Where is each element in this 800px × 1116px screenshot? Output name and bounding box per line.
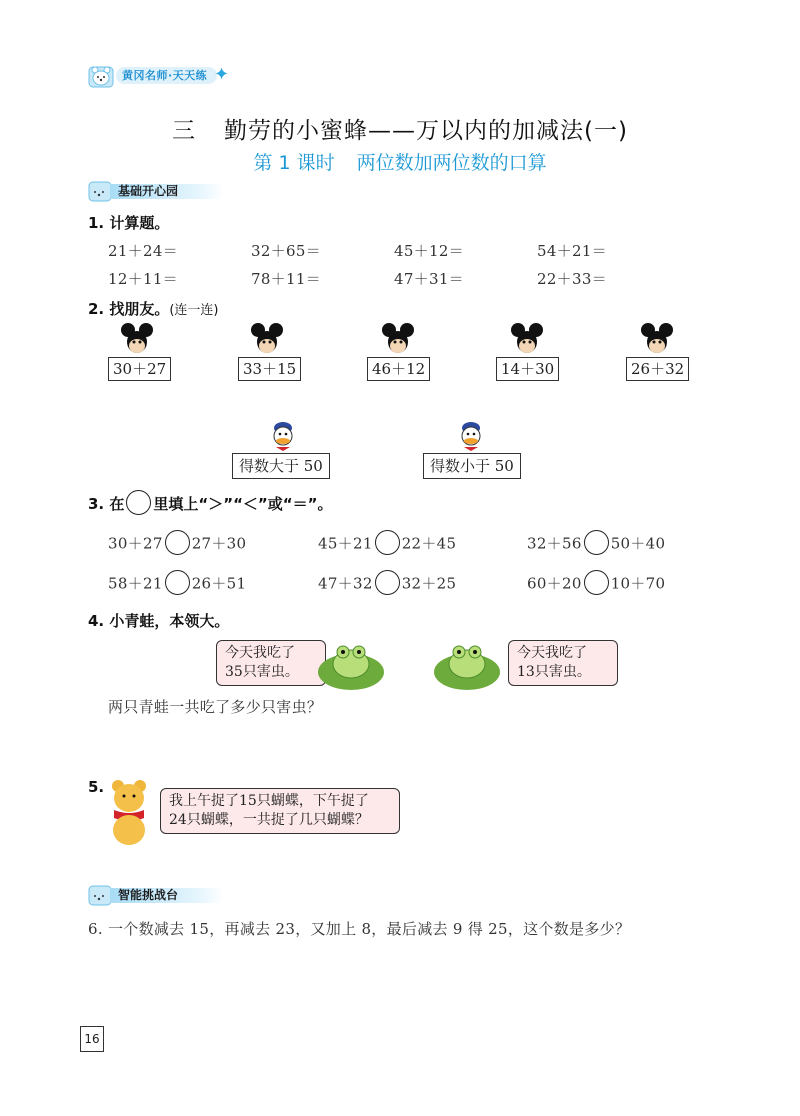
compare-item (527, 532, 665, 557)
compare-item (318, 572, 456, 597)
q1-expr: 22＋33＝ (537, 270, 607, 288)
section-challenge (88, 884, 288, 906)
answer-circle[interactable] (375, 570, 400, 595)
mouse-character-icon (640, 322, 674, 356)
compare-right: 22＋45 (401, 534, 457, 553)
mouse-character-icon (510, 322, 544, 356)
answer-circle[interactable] (375, 530, 400, 555)
q3-title-a: 3. 在 (88, 495, 125, 513)
match-expression-box[interactable]: 33＋15 (238, 357, 301, 381)
q3-title-b: 里填上“＞”“＜”或“＝”。 (153, 495, 333, 513)
q1-expr: 45＋12＝ (394, 242, 464, 260)
chapter-number: 三 (172, 118, 197, 144)
compare-right: 27＋30 (191, 534, 247, 553)
q3-title (88, 492, 333, 517)
q1-expr: 54＋21＝ (537, 242, 607, 260)
compare-left: 32＋56 (527, 534, 582, 553)
lesson-title (0, 148, 800, 175)
frog-speech-bubble (508, 640, 618, 686)
bubble-line: 我上午捉了15只蝴蝶，下午捉了 (169, 793, 369, 809)
answer-circle[interactable] (165, 570, 190, 595)
q2-title-text: 2. 找朋友。 (88, 300, 170, 318)
compare-right: 26＋51 (191, 574, 247, 593)
compare-item (108, 572, 246, 597)
q1-title: 1. 计算题。 (88, 214, 170, 232)
lesson-name: 两位数加两位数的口算 (356, 152, 547, 174)
bubble-line: 24只蝴蝶，一共捉了几只蝴蝶？ (169, 812, 369, 828)
page-number: 16 (80, 1026, 104, 1052)
circle-icon (126, 490, 151, 515)
section-challenge-label: 智能挑战台 (110, 888, 224, 903)
mouse-character-icon (381, 322, 415, 356)
bear-icon (88, 180, 112, 202)
match-expression-box[interactable]: 46＋12 (367, 357, 430, 381)
q1-expr: 32＋65＝ (251, 242, 321, 260)
match-expression-box[interactable]: 14＋30 (496, 357, 559, 381)
frog-icon (432, 636, 502, 692)
section-basic-label: 基础开心园 (110, 184, 224, 199)
match-expression-box[interactable]: 26＋32 (626, 357, 689, 381)
q1-expr: 21＋24＝ (108, 242, 178, 260)
bear-speech-bubble (160, 788, 400, 834)
brand-logo (88, 64, 248, 88)
frog-speech-bubble (216, 640, 326, 686)
compare-left: 58＋21 (108, 574, 163, 593)
answer-circle[interactable] (165, 530, 190, 555)
compare-left: 30＋27 (108, 534, 163, 553)
bubble-line: 13只害虫。 (517, 664, 591, 680)
q4-question: 两只青蛙一共吃了多少只害虫？ (108, 698, 323, 716)
frog-icon (316, 636, 386, 692)
q4-title: 4. 小青蛙，本领大。 (88, 612, 230, 630)
mouse-character-icon (250, 322, 284, 356)
compare-item (108, 532, 246, 557)
target-less-box[interactable]: 得数小于 50 (423, 453, 521, 479)
q1-expr: 78＋11＝ (251, 270, 321, 288)
q1-expr: 47＋31＝ (394, 270, 464, 288)
chapter-name: 勤劳的小蜜蜂——万以内的加减法(一) (224, 118, 628, 144)
q5-title: 5. (88, 778, 105, 796)
bubble-line: 今天我吃了 (225, 645, 295, 661)
q2-title (88, 298, 219, 319)
compare-left: 45＋21 (318, 534, 373, 553)
compare-left: 60＋20 (527, 574, 582, 593)
target-greater-box[interactable]: 得数大于 50 (232, 453, 330, 479)
compare-right: 50＋40 (610, 534, 666, 553)
star-icon: ✦ (214, 64, 230, 85)
mouse-character-icon (120, 322, 154, 356)
bear-character-icon (104, 778, 156, 848)
brand-label: 黄冈名师·天天练 (116, 67, 217, 84)
compare-item (527, 572, 665, 597)
duck-character-icon (456, 418, 486, 454)
bubble-line: 今天我吃了 (517, 645, 587, 661)
section-basic (88, 180, 288, 202)
q2-hint: (连一连) (169, 303, 219, 318)
chapter-title (0, 112, 800, 145)
bubble-line: 35只害虫。 (225, 664, 299, 680)
duck-character-icon (268, 418, 298, 454)
answer-circle[interactable] (584, 570, 609, 595)
compare-left: 47＋32 (318, 574, 373, 593)
answer-circle[interactable] (584, 530, 609, 555)
compare-right: 10＋70 (610, 574, 666, 593)
compare-item (318, 532, 456, 557)
q6-text: 6. 一个数减去 15，再减去 23，又加上 8，最后减去 9 得 25，这个数是多少？ (88, 920, 631, 938)
lesson-label: 第 1 课时 (253, 152, 335, 174)
match-expression-box[interactable]: 30＋27 (108, 357, 171, 381)
bear-icon (88, 64, 114, 88)
compare-right: 32＋25 (401, 574, 457, 593)
bear-icon (88, 884, 112, 906)
q1-expr: 12＋11＝ (108, 270, 178, 288)
